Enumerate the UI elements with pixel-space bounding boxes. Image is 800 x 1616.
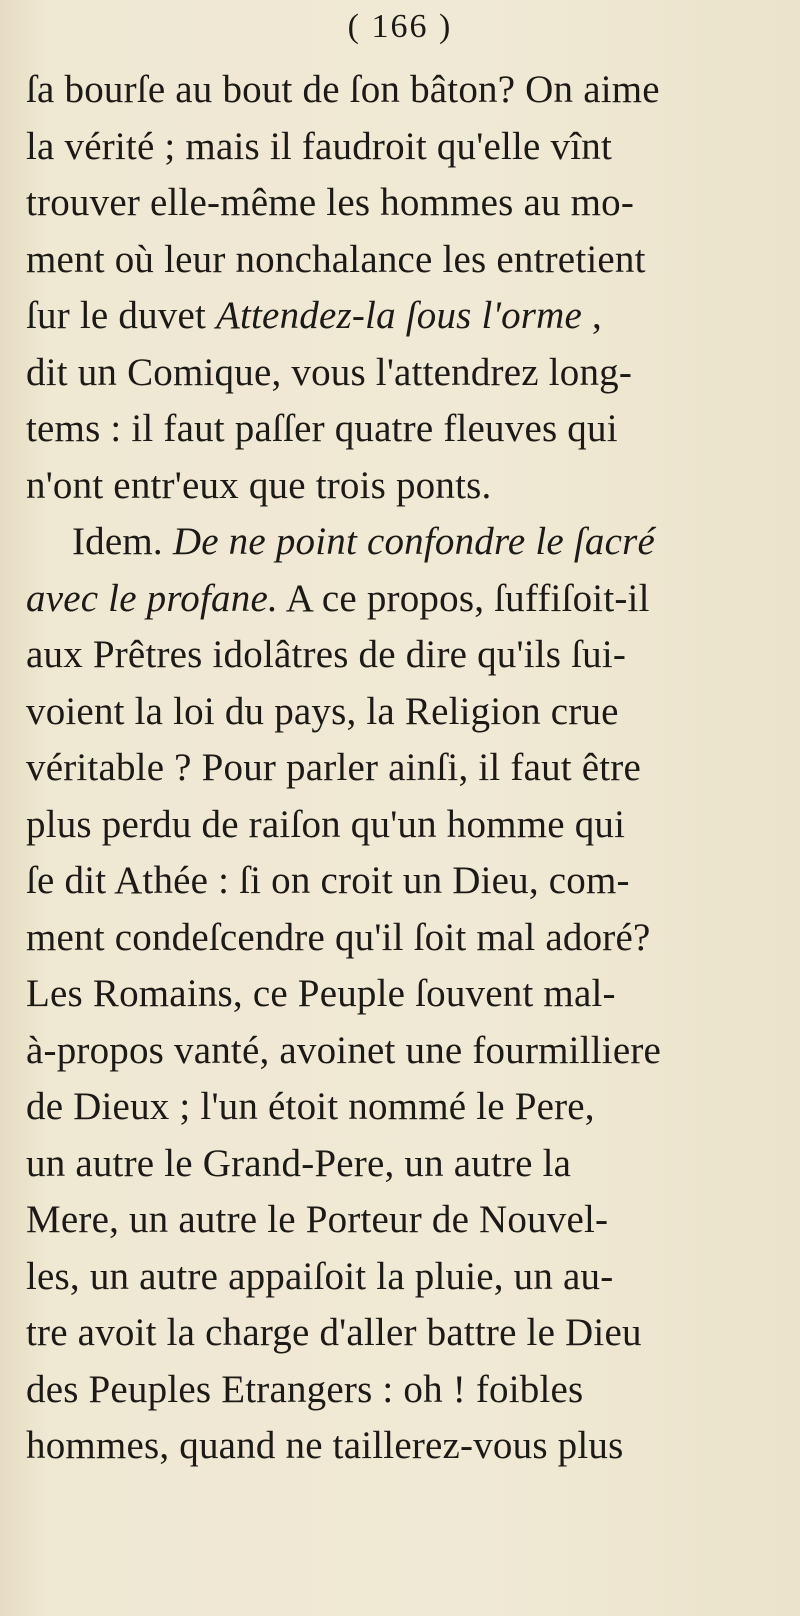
text-line: n'ont entr'eux que trois ponts.	[26, 463, 492, 507]
text-line: à-propos vanté, avoinet une fourmilliere	[26, 1028, 662, 1072]
text-line: un autre le Grand-Pere, un autre la	[26, 1141, 572, 1185]
text-line: Les Romains, ce Peuple ſouvent mal-	[26, 972, 616, 1015]
text-line: voient la loi du pays, la Religion crue	[26, 689, 619, 733]
text-line: Idem. De ne point confondre le ſacré	[72, 520, 656, 563]
text-line: aux Prêtres idolâtres de dire qu'ils ſui-	[26, 633, 627, 676]
text-line: tre avoit la charge d'aller battre le Dieu	[26, 1311, 642, 1354]
italic-heading: De ne point confondre le ſacré	[172, 520, 656, 563]
text-line: plus perdu de raiſon qu'un homme qui	[26, 802, 626, 846]
text-line: Mere, un autre le Porteur de Nouvel-	[26, 1198, 609, 1241]
italic-heading: avec le profane.	[26, 576, 278, 620]
text-line: ſur le duvet Attendez-la ſous l'orme ,	[26, 294, 602, 337]
page-number: ( 166 )	[347, 8, 453, 45]
text-line: la vérité ; mais il faudroit qu'elle vînt	[26, 124, 612, 168]
text-line: véritable ? Pour parler ainſi, il faut être	[26, 746, 642, 789]
text-line: de Dieux ; l'un étoit nommé le Pere,	[26, 1085, 595, 1128]
text-line: les, un autre appaiſoit la pluie, un au-	[26, 1254, 614, 1298]
text-line: trouver elle-même les hommes au mo-	[26, 181, 635, 224]
text-line: ment condeſcendre qu'il ſoit mal adoré?	[26, 915, 651, 959]
text-line: ſa bourſe au bout de ſon bâton? On aime	[26, 68, 660, 111]
body-text	[26, 62, 792, 1475]
text-line: ſe dit Athée : ſi on croit un Dieu, com-	[26, 859, 630, 902]
text-line: tems : il faut paſſer quatre fleuves qui	[26, 407, 618, 450]
text-line: avec le profane. A ce propos, ſuffiſoit-il	[26, 576, 650, 620]
italic-quote: Attendez-la ſous l'orme	[215, 294, 583, 337]
text-line: hommes, quand ne taillerez-vous plus	[26, 1424, 624, 1467]
text-line: des Peuples Etrangers : oh ! foibles	[26, 1367, 584, 1411]
text-line: ment où leur nonchalance les entretient	[26, 237, 646, 281]
text-line: dit un Comique, vous l'attendrez long-	[26, 350, 633, 394]
